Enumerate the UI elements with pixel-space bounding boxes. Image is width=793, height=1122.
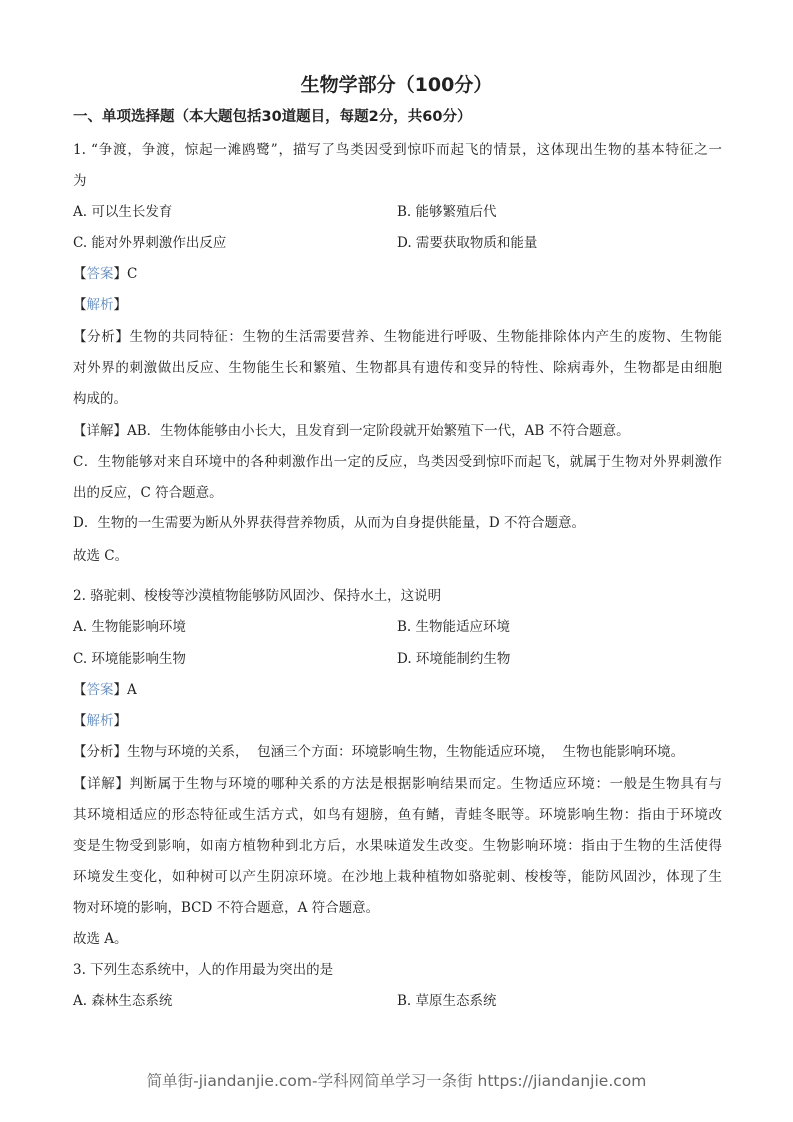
q2-option-d: D. 环境能制约生物: [397, 651, 511, 667]
answer-value: A: [127, 682, 137, 698]
q2-detail-line: 物对环境的影响，BCD 不符合题意，A 符合题意。: [73, 900, 380, 916]
bracket: 【: [73, 297, 87, 313]
q2-detail-line: 变是生物受到影响，如南方植物种到北方后，水果味道发生改变。生物影响环境：指由于生物的生活使得: [73, 838, 722, 854]
q2-detail-line: 环境发生变化，如种树可以产生阴凉环境。在沙地上栽种植物如骆驼刺、梭梭等，能防风固沙，体现了生: [73, 869, 722, 885]
text: 生物的共同特征：生物的生活需要营养、生物能进行呼吸、生物能排除体内产生的废物、生物能: [129, 329, 723, 345]
q1-detail-line: C．生物能够对来自环境中的各种刺激作出一定的反应，鸟类因受到惊吓而起飞，就属于生物对外界刺激作: [73, 454, 722, 470]
answer-label: 答案: [86, 266, 114, 282]
bracket: 【: [73, 713, 87, 729]
q2-analysis-heading: [73, 711, 127, 731]
q2-fenxi: [73, 742, 684, 762]
q1-stem: 1. “争渡，争渡，惊起一滩鸥鹭”，描写了鸟类因受到惊吓而起飞的情景，这体现出生物的基本特征之一: [73, 142, 722, 158]
q3-option-b: B. 草原生态系统: [397, 993, 497, 1009]
q1-option-b: B. 能够繁殖后代: [397, 204, 497, 220]
text: AB．生物体能够由小长大，且发育到一定阶段就开始繁殖下一代，AB 不符合题意。: [127, 423, 630, 439]
q1-fenxi-line: 构成的。: [73, 391, 127, 407]
answer-value: C: [127, 266, 138, 282]
q1-detail-line: 出的反应，C 符合题意。: [73, 485, 223, 501]
bracket: 【: [73, 682, 87, 698]
bracket: 【: [73, 266, 87, 282]
text: 生物与环境的关系， 包涵三个方面：环境影响生物，生物能适应环境， 生物也能影响环境。: [127, 744, 685, 760]
bracket: 】: [113, 266, 127, 282]
page-title: 生物学部分（100分）: [300, 74, 493, 96]
text: 判断属于生物与环境的哪种关系的方法是根据影响结果而定。生物适应环境：一般是生物具有与: [129, 776, 723, 792]
q2-answer: [73, 680, 137, 700]
bracket: 】: [113, 682, 127, 698]
q1-option-c: C. 能对外界刺激作出反应: [73, 235, 227, 251]
fenxi-label: 【分析】: [73, 744, 127, 760]
bracket: 】: [113, 713, 127, 729]
xiangjie-label: 【详解】: [73, 776, 130, 792]
q2-option-b: B. 生物能适应环境: [397, 619, 511, 635]
xiangjie-label: 【详解】: [73, 423, 127, 439]
analysis-label: 解析: [86, 297, 114, 313]
q3-stem: 3. 下列生态系统中，人的作用最为突出的是: [73, 962, 334, 978]
analysis-label: 解析: [86, 713, 114, 729]
q2-conclusion: 故选 A。: [73, 931, 128, 947]
footer-watermark: 简单街-jiandanjie.com-学科网简单学习一条街 https://jiandanjie.com: [146, 1072, 647, 1090]
answer-label: 答案: [86, 682, 114, 698]
q1-answer: [73, 264, 137, 284]
q1-fenxi: [73, 327, 722, 347]
q1-xiangjie: [73, 421, 630, 441]
q1-option-a: A. 可以生长发育: [73, 204, 173, 220]
q1-analysis-heading: [73, 295, 127, 315]
bracket: 】: [113, 297, 127, 313]
fenxi-label: 【分析】: [73, 329, 130, 345]
q2-option-a: A. 生物能影响环境: [73, 619, 186, 635]
q1-option-d: D. 需要获取物质和能量: [397, 235, 538, 251]
section-heading: 一、单项选择题（本大题包括30道题目，每题2分，共60分）: [73, 109, 472, 125]
q1-conclusion: 故选 C。: [73, 548, 129, 564]
q2-option-c: C. 环境能影响生物: [73, 651, 186, 667]
q1-stem-cont: 为: [73, 173, 87, 189]
q3-option-a: A. 森林生态系统: [73, 993, 173, 1009]
q1-fenxi-line: 对外界的刺激做出反应、生物能生长和繁殖、生物都具有遗传和变异的特性、除病毒外，生物都是由细胞: [73, 360, 722, 376]
q2-detail-line: 其环境相适应的形态特征或生活方式，如鸟有翅膀，鱼有鳍，青蛙冬眠等。环境影响生物：指由于环境改: [73, 807, 722, 823]
q2-xiangjie: [73, 774, 722, 794]
q2-stem: 2. 骆驼刺、梭梭等沙漠植物能够防风固沙、保持水土，这说明: [73, 588, 442, 604]
q1-detail-line: D．生物的一生需要为断从外界获得营养物质，从而为自身提供能量，D 不符合题意。: [73, 515, 585, 531]
